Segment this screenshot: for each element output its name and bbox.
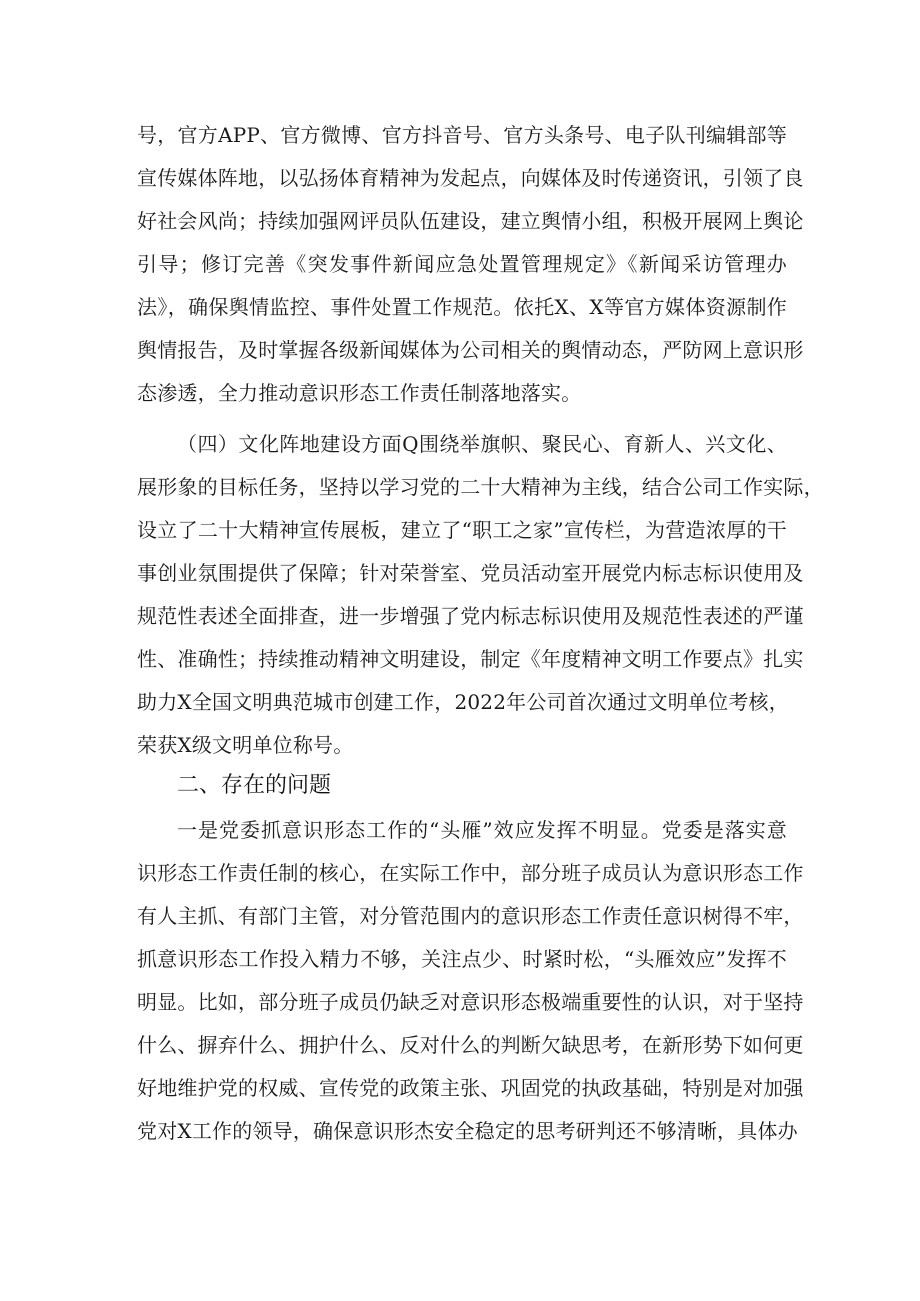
paragraph-line: 规范性表述全面排查，进一步增强了党内标志标识使用及规范性表述的严谨	[137, 604, 804, 628]
paragraph-line: 什么、摒弃什么、拥护什么、反对什么的判断欠缺思考，在新形势下如何更	[137, 1033, 804, 1057]
paragraph-line: 法》，确保舆情监控、事件处置工作规范。依托X、X等官方媒体资源制作	[137, 295, 787, 319]
paragraph-line: 号，官方APP、官方微博、官方抖音号、官方头条号、电子队刊编辑部等	[137, 123, 787, 147]
paragraph-line: 明显。比如，部分班子成员仍缺乏对意识形态极端重要性的认识，对于坚持	[137, 990, 804, 1014]
paragraph-line: 态渗透，全力推动意识形态工作责任制落地落实。	[137, 381, 582, 405]
paragraph-line: 抓意识形态工作投入精力不够，关注点少、时紧时松，“头雁效应”发挥不	[137, 947, 787, 971]
paragraph-line: 好社会风尚；持续加强网评员队伍建设，建立舆情小组，积极开展网上舆论	[137, 209, 804, 233]
paragraph-line: 助力X全国文明典范城市创建工作，2022年公司首次通过文明单位考核，	[137, 690, 789, 714]
paragraph-line: 设立了二十大精神宣传展板，建立了“职工之家”宣传栏，为营造浓厚的干	[137, 518, 787, 542]
paragraph-line: 性、准确性；持续推动精神文明建设，制定《年度精神文明工作要点》扎实	[137, 647, 804, 671]
paragraph-line: 一是党委抓意识形态工作的“头雁”效应发挥不明显。党委是落实意	[177, 818, 787, 842]
section-heading: 二、存在的问题	[177, 773, 332, 798]
paragraph-line: （四）文化阵地建设方面Q围绕举旗帜、聚民心、育新人、兴文化、	[177, 432, 787, 456]
paragraph-line: 党对X工作的领导，确保意识形杰安全稳定的思考研判还不够清晰，具体办	[137, 1119, 798, 1143]
paragraph-line: 引导；修订完善《突发事件新闻应急处置管理规定》《新闻采访管理办	[137, 252, 787, 276]
paragraph-line: 事创业氛围提供了保障；针对荣誉室、党员活动室开展党内标志标识使用及	[137, 561, 804, 585]
paragraph-line: 有人主抓、有部门主管，对分管范围内的意识形态工作责任意识树得不牢，	[137, 904, 804, 928]
paragraph-line: 展形象的目标任务，坚持以学习党的二十大精神为主线，结合公司工作实际，	[137, 475, 824, 499]
paragraph-line: 识形态工作责任制的核心，在实际工作中，部分班子成员认为意识形态工作	[137, 861, 804, 885]
paragraph-line: 荣获X级文明单位称号。	[137, 733, 354, 757]
paragraph-line: 好地维护党的权威、宣传党的政策主张、巩固党的执政基础，特别是对加强	[137, 1076, 804, 1100]
paragraph-line: 舆情报告，及时掌握各级新闻媒体为公司相关的舆情动态，严防网上意识形	[137, 338, 804, 362]
paragraph-line: 宣传媒体阵地，以弘扬体育精神为发起点，向媒体及时传递资讯，引领了良	[137, 166, 804, 190]
